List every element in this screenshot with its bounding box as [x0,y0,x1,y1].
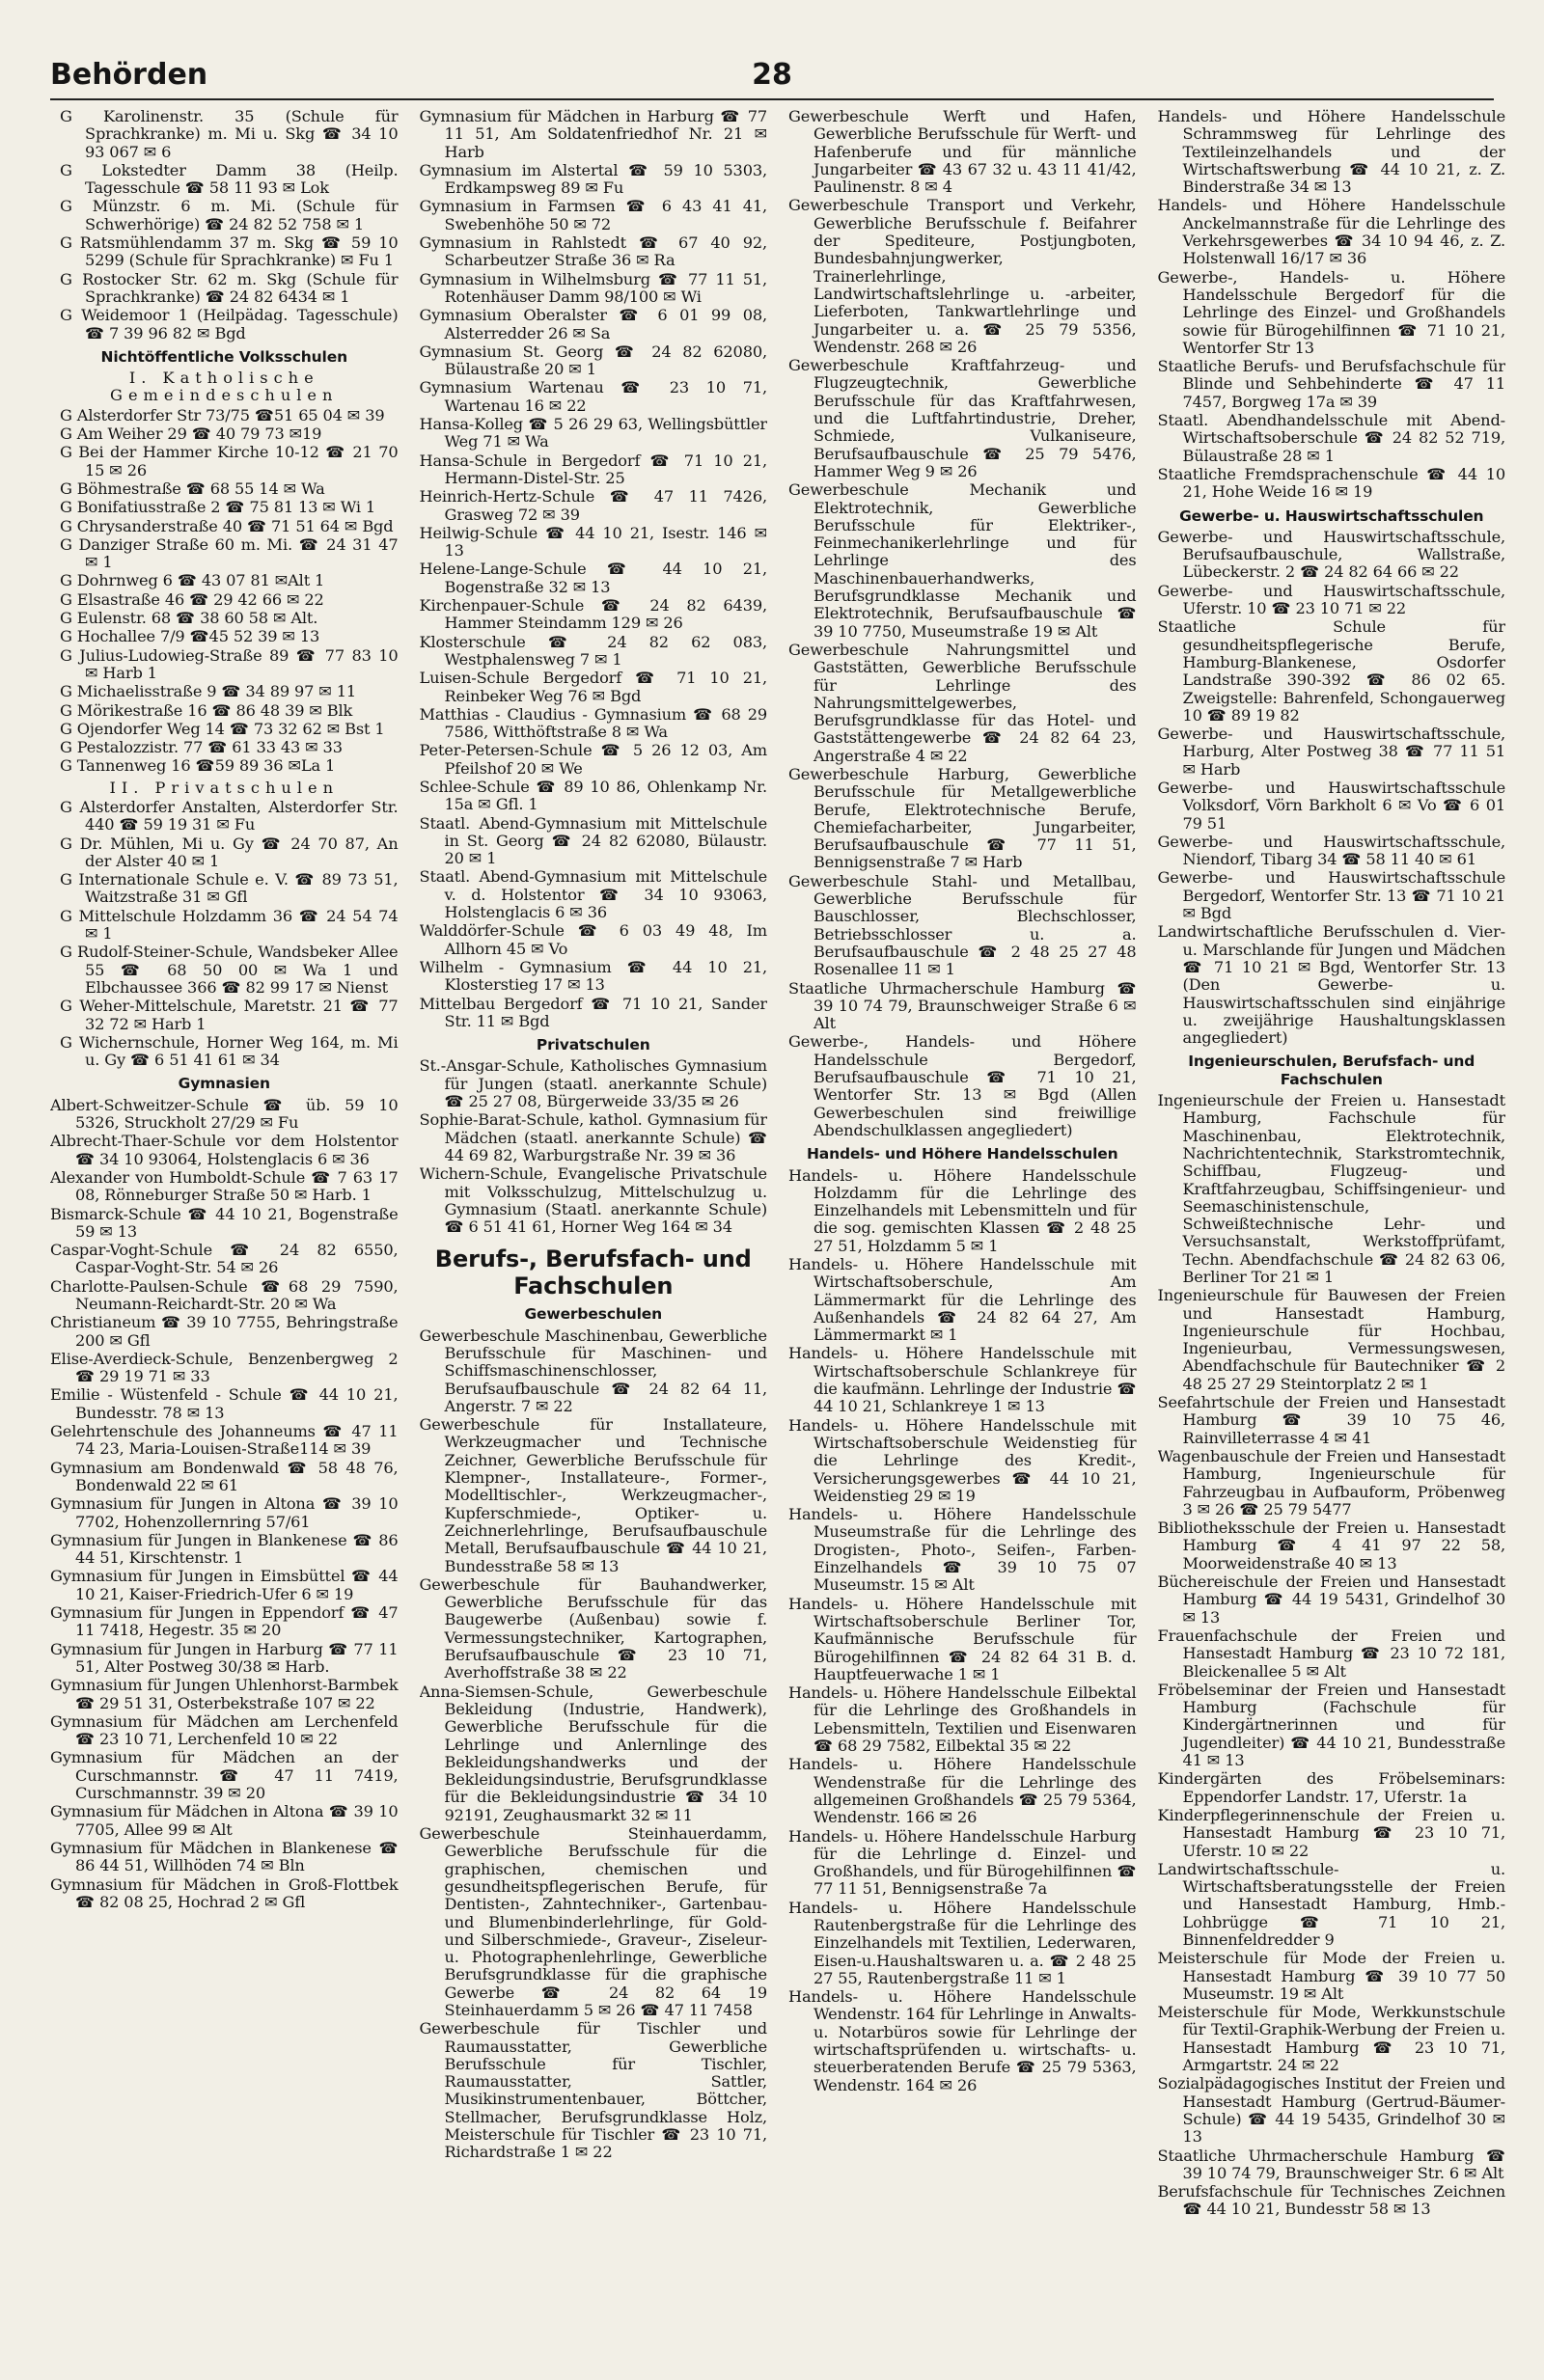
directory-entry: Heinrich-Hertz-Schule ☎ 47 11 7426, Grasweg 72 ✉ 39 [419,487,767,524]
main-section-heading: Berufs-, Berufsfach- und Fachschulen [434,1245,752,1300]
directory-entry: Handels- u. Höhere Handelsschule Eilbektal für die Lehrlinge des Großhandels in Lebensmitteln, Textilien und Eisenwaren ☎ 68 29 7582, Eilbektal 35 ✉ 22 [788,1683,1137,1756]
column-3 [788,108,1137,2361]
directory-entry: G Karolinenstr. 35 (Schule für Sprachkranke) m. Mi u. Skg ☎ 34 10 93 067 ✉ 6 [60,108,399,161]
directory-entry: Handels- u. Höhere Handelsschule Wendenstr. 164 für Lehrlinge in Anwalts- u. Notarbüros sowie für Lehrlinge der wirtschaftsprüfenden u. wirtschafts- u. steuerberatenden Berufe ☎ 25 79 5363, Wendenstr. 164 ✉ 26 [788,1987,1137,2094]
directory-entry: Gymnasium Oberalster ☎ 6 01 99 08, Alsterredder 26 ✉ Sa [419,306,767,342]
directory-entry: Handels- und Höhere Handelsschule Anckelmannstraße für die Lehrlinge des Verkehrsgewerbes ☎ 34 10 94 46, z. Z. Holstenwall 16/17 ✉ 36 [1157,196,1505,268]
directory-entry: G Rostocker Str. 62 m. Skg (Schule für Sprachkranke) ☎ 24 82 6434 ✉ 1 [60,269,399,306]
column-1 [50,108,399,2361]
directory-entry: G Am Weiher 29 ☎ 40 79 73 ✉19 [60,424,322,444]
directory-entry: Klosterschule ☎ 24 82 62 083, Westphalensweg 7 ✉ 1 [419,632,767,669]
column-2 [420,108,768,2361]
directory-entry: Kinderpflegerinnenschule der Freien u. Hansestadt Hamburg ☎ 23 10 71, Uferstr. 10 ✉ 22 [1157,1805,1505,1860]
directory-entry: Landwirtschaftsschule- u. Wirtschaftsberatungsstelle der Freien und Hansestadt Hamburg, Hmb.-Lohbrügge ☎ 71 10 21, Binnenfeldredder 9 [1157,1859,1505,1949]
page-number: 28 [752,58,792,92]
directory-entry: Handels- u. Höhere Handelsschule Rautenbergstraße für die Lehrlinge des Einzelhandels mit Textilien, Lederwaren, Eisen-u.Haushaltswaren u. a. ☎ 2 48 25 27 55, Rautenbergstraße 11 ✉ 1 [788,1898,1137,1987]
directory-entry: Seefahrtschule der Freien und Hansestadt Hamburg ☎ 39 10 75 46, Rainvilleterrasse 4 ✉ 41 [1157,1393,1505,1447]
directory-entry: Hansa-Schule in Bergedorf ☎ 71 10 21, Hermann-Distel-Str. 25 [419,451,767,487]
directory-entry: Mittelbau Bergedorf ☎ 71 10 21, Sander Str. 11 ✉ Bgd [419,994,767,1030]
directory-entry: Gewerbeschule Werft und Hafen, Gewerbliche Berufsschule für Werft- und Hafenberufe und für männliche Jungarbeiter ☎ 43 67 32 u. 43 11 41/42, Paulinenstr. 8 ✉ 4 [788,108,1137,197]
directory-entry: Gewerbeschule Steinhauerdamm, Gewerbliche Berufsschule für die graphischen, chemischen und gesundheitspflegerischen Berufe, für Dentisten-, Zahntechniker-, Gartenbau- und Blumenbinderlehrlinge, für Gold- und Silberschmiede-, Graveur-, Ziseleur- u. Photographenlehrlinge, Gewerbliche Berufsgrundklasse für die graphische Gewerbe ☎ 24 82 64 19 Steinhauerdamm 5 ✉ 26 ☎ 47 11 7458 [419,1824,767,2019]
directory-entry: Gymnasium für Mädchen am Lerchenfeld ☎ 23 10 71, Lerchenfeld 10 ✉ 22 [50,1711,399,1749]
directory-entry: Gymnasium für Mädchen in Blankenese ☎ 86 44 51, Willhöden 74 ✉ Bln [50,1838,399,1875]
directory-entry: Gewerbeschule Kraftfahrzeug- und Flugzeugtechnik, Gewerbliche Berufsschule für das Kraftfahrwesen, und die Luftfahrtindustrie, Dreher, Schmiede, Vulkaniseure, Berufsaufbauschule ☎ 25 79 5476, Hammer Weg 9 ✉ 26 [788,356,1137,480]
directory-entry: Landwirtschaftliche Berufsschulen d. Vier- u. Marschlande für Jungen und Mädchen ☎ 71 10 21 ✉ Bgd, Wentorfer Str. 13 (Den Gewerbe- u. Hauswirtschaftsschulen sind einjährige u. zweijährige Haushaltungsklassen angegliedert) [1157,922,1505,1048]
directory-entry: G Bei der Hammer Kirche 10-12 ☎ 21 70 15 ✉ 26 [60,443,399,479]
section-heading: Gewerbe- u. Hauswirtschaftsschulen [1179,506,1484,525]
directory-entry: Staatliche Uhrmacherschule Hamburg ☎ 39 10 74 79, Braunschweiger Straße 6 ✉ Alt [788,978,1137,1033]
directory-entry: Gymnasium Wartenau ☎ 23 10 71, Wartenau 16 ✉ 22 [419,378,767,415]
directory-entry: Gymnasium am Bondenwald ☎ 58 48 76, Bondenwald 22 ✉ 61 [50,1458,399,1494]
directory-entry: Gymnasium für Jungen in Altona ☎ 39 10 7702, Hohenzollernring 57/61 [50,1494,399,1531]
directory-entry: Gymnasium im Alstertal ☎ 59 10 5303, Erdkampsweg 89 ✉ Fu [419,160,767,198]
directory-entry: Berufsfachschule für Technisches Zeichnen ☎ 44 10 21, Bundesstr 58 ✉ 13 [1157,2182,1505,2219]
directory-entry: Gewerbe- und Hauswirtschaftsschule, Berufsaufbauschule, Wallstraße, Lübeckerstr. 2 ☎ 24 82 64 66 ✉ 22 [1157,527,1505,582]
directory-entry: Handels- und Höhere Handelsschule Schrammsweg für Lehrlinge des Textileinzelhandels und der Wirtschaftswerbung ☎ 44 10 21, z. Z. Binderstraße 34 ✉ 13 [1157,108,1505,197]
directory-entry: Handels- u. Höhere Handelsschule mit Wirtschaftsoberschule, Am Lämmermarkt für die Lehrlinge des Außenhandels ☎ 24 82 64 27, Am Lämmermarkt ✉ 1 [788,1255,1137,1345]
directory-entry: Luisen-Schule Bergedorf ☎ 71 10 21, Reinbeker Weg 76 ✉ Bgd [419,669,767,705]
directory-entry: G Michaelisstraße 9 ☎ 34 89 97 ✉ 11 [60,682,356,701]
directory-entry: G Ojendorfer Weg 14 ☎ 73 32 62 ✉ Bst 1 [60,719,385,738]
page-title: Behörden [50,58,208,92]
directory-entry: Elise-Averdieck-Schule, Benzenbergweg 2 ☎ 29 19 71 ✉ 33 [50,1349,399,1386]
directory-entry: Alexander von Humboldt-Schule ☎ 7 63 17 08, Rönneburger Straße 50 ✉ Harb. 1 [50,1167,399,1205]
directory-entry: Ingenieurschule für Bauwesen der Freien und Hansestadt Hamburg, Ingenieurschule für Hochbau, Ingenieurbau, Vermessungswesen, Abendfachschule für Bautechniker ☎ 2 48 25 27 29 Steintorplatz 2 ✉ 1 [1157,1286,1505,1393]
column-4 [1158,108,1506,2361]
directory-entry: G Dohrnweg 6 ☎ 43 07 81 ✉Alt 1 [60,571,325,590]
directory-entry: Gewerbe- und Hauswirtschaftsschule Volksdorf, Vörn Barkholt 6 ✉ Vo ☎ 6 01 79 51 [1157,778,1505,833]
directory-entry: G Pestalozzistr. 77 ☎ 61 33 43 ✉ 33 [60,738,343,757]
directory-entry: Frauenfachschule der Freien und Hansestadt Hamburg ☎ 23 10 72 181, Bleickenallee 5 ✉ Alt [1157,1626,1505,1681]
directory-entry: Meisterschule für Mode der Freien u. Hansestadt Hamburg ☎ 39 10 77 50 Museumstr. 19 ✉ Alt [1157,1949,1505,2003]
directory-entry: Christianeum ☎ 39 10 7755, Behringstraße 200 ✉ Gfl [50,1313,399,1350]
directory-entry: G Rudolf-Steiner-Schule, Wandsbeker Allee 55 ☎ 68 50 00 ✉ Wa 1 und Elbchaussee 366 ☎ 82 99 17 ✉ Nienst [60,943,399,997]
directory-entry: G Alsterdorfer Str 73/75 ☎51 65 04 ✉ 39 [60,405,385,424]
directory-entry: Meisterschule für Mode, Werkkunstschule für Textil-Graphik-Werbung der Freien u. Hansestadt Hamburg ☎ 23 10 71, Armgartstr. 24 ✉ 22 [1157,2003,1505,2075]
directory-entry: Gewerbeschule für Bauhandwerker, Gewerbliche Berufsschule für das Baugewerbe (Außenbau) sowie f. Vermessungstechniker, Kartographen, Berufsaufbauschule ☎ 23 10 71, Averhoffstraße 38 ✉ 22 [419,1574,767,1682]
directory-entry: Walddörfer-Schule ☎ 6 03 49 48, Im Allhorn 45 ✉ Vo [419,921,767,958]
directory-entry: G Hochallee 7/9 ☎45 52 39 ✉ 13 [60,627,320,646]
section-heading: Privatschulen [536,1036,650,1054]
directory-entry: Gymnasium für Jungen Uhlenhorst-Barmbek ☎ 29 51 31, Osterbekstraße 107 ✉ 22 [50,1676,399,1712]
directory-entry: Fröbelseminar der Freien und Hansestadt Hamburg (Fachschule für Kindergärtnerinnen und für Jugendleiter) ☎ 44 10 21, Bundesstraße 41 ✉ 13 [1157,1680,1505,1770]
directory-entry: Emilie - Wüstenfeld - Schule ☎ 44 10 21, Bundesstr. 78 ✉ 13 [50,1385,399,1422]
directory-entry: Staatl. Abend-Gymnasium mit Mittelschule in St. Georg ☎ 24 82 62080, Bülaustr. 20 ✉ 1 [419,813,767,868]
directory-entry: Gelehrtenschule des Johanneums ☎ 47 11 74 23, Maria-Louisen-Straße114 ✉ 39 [50,1422,399,1459]
directory-entry: Gymnasium für Jungen in Eimsbüttel ☎ 44 10 21, Kaiser-Friedrich-Ufer 6 ✉ 19 [50,1567,399,1603]
directory-entry: G Mörikestraße 16 ☎ 86 48 39 ✉ Blk [60,700,353,720]
directory-entry: Helene-Lange-Schule ☎ 44 10 21, Bogenstraße 32 ✉ 13 [419,560,767,596]
directory-entry: Staatl. Abend-Gymnasium mit Mittelschule v. d. Holstentor ☎ 34 10 93063, Holstenglacis 6 ✉ 36 [419,867,767,922]
directory-entry: Kirchenpauer-Schule ☎ 24 82 6439, Hammer Steindamm 129 ✉ 26 [419,596,767,633]
directory-entry: Gewerbeschule für Installateure, Werkzeugmacher und Technische Zeichner, Gewerbliche Berufsschule für Klempner-, Installateure-, Former-, Modelltischler-, Werkzeugmacher-, Kupferschmiede-, Optiker- u. Zeichnerlehrlinge, Berufsaufbauschule Metall, Berufsaufbauschule ☎ 44 10 21, Bundesstraße 58 ✉ 13 [419,1415,767,1575]
directory-entry: Handels- u. Höhere Handelsschule mit Wirtschaftsoberschule Berliner Tor, Kaufmännische Berufsschule für Bürogehilfinnen ☎ 24 82 64 31 B. d. Hauptfeuerwache 1 ✉ 1 [788,1594,1137,1683]
directory-entry: G Internationale Schule e. V. ☎ 89 73 51, Waitzstraße 31 ✉ Gfl [60,870,399,907]
directory-entry: G Elsastraße 46 ☎ 29 42 66 ✉ 22 [60,589,324,609]
directory-entry: Gymnasium für Mädchen in Groß-Flottbek ☎ 82 08 25, Hochrad 2 ✉ Gfl [50,1874,399,1911]
directory-entry: Kindergärten des Fröbelseminars: Eppendorfer Landstr. 17, Uferstr. 1a [1157,1769,1505,1806]
directory-entry: G Mittelschule Holzdamm 36 ☎ 24 54 74 ✉ 1 [60,906,399,944]
directory-entry: Gymnasium für Jungen in Blankenese ☎ 86 44 51, Kirschtenstr. 1 [50,1530,399,1568]
directory-entry: Gymnasium für Jungen in Harburg ☎ 77 11 51, Alter Postweg 30/38 ✉ Harb. [50,1639,399,1676]
directory-entry: Handels- u. Höhere Handelsschule Museumstraße für die Lehrlinge des Drogisten-, Photo-, Seifen-, Farben-Einzelhandels ☎ 39 10 75 07 Museumstr. 15 ✉ Alt [788,1505,1137,1595]
directory-entry: Heilwig-Schule ☎ 44 10 21, Isestr. 146 ✉ 13 [419,523,767,561]
page-header [50,56,1494,100]
directory-entry: G Tannenweg 16 ☎59 89 36 ✉La 1 [60,756,336,776]
directory-entry: Gymnasium für Mädchen an der Curschmannstr. ☎ 47 11 7419, Curschmannstr. 39 ✉ 20 [50,1748,399,1803]
directory-entry: Büchereischule der Freien und Hansestadt Hamburg ☎ 44 19 5431, Grindelhof 30 ✉ 13 [1157,1573,1505,1627]
directory-entry: Handels- u. Höhere Handelsschule mit Wirtschaftsoberschule Schlankreye für die kaufmänn. Lehrlinge der Industrie ☎ 44 10 21, Schlankreye 1 ✉ 13 [788,1344,1137,1416]
directory-entry: Wagenbauschule der Freien und Hansestadt Hamburg, Ingenieurschule für Fahrzeugbau in Aufbauform, Pröbenweg 3 ✉ 26 ☎ 25 79 5477 [1157,1446,1505,1518]
directory-entry: Sozialpädagogisches Institut der Freien und Hansestadt Hamburg (Gertrud-Bäumer-Schule) ☎ 44 19 5435, Grindelhof 30 ✉ 13 [1157,2074,1505,2147]
directory-entry: Gymnasium für Mädchen in Altona ☎ 39 10 7705, Allee 99 ✉ Alt [50,1802,399,1839]
directory-entry: Gymnasium in Rahlstedt ☎ 67 40 92, Scharbeutzer Straße 36 ✉ Ra [419,233,767,270]
directory-entry: Staatliche Berufs- und Berufsfachschule für Blinde und Sehbehinderte ☎ 47 11 7457, Borgweg 17a ✉ 39 [1157,357,1505,411]
directory-entry: Gewerbeschule Mechanik und Elektrotechnik, Gewerbliche Berufsschule für Elektriker-, Feinmechanikerlehrlinge und für Lehrlinge des Maschinenbauerhandwerks, Berufsgrundklasse Mechanik und Elektrotechnik, Berufsaufbauschule ☎ 39 10 7750, Museumstraße 19 ✉ Alt [788,480,1137,641]
directory-entry: Handels- u. Höhere Handelsschule Harburg für die Lehrlinge d. Einzel- und Großhandels, und für Bürogehilfinnen ☎ 77 11 51, Bennigsenstraße 7a [788,1826,1137,1899]
directory-entry: Gewerbeschule Stahl- und Metallbau, Gewerbliche Berufsschule für Bauschlosser, Blechschlosser, Betriebsschlosser u. a. Berufsaufbauschule ☎ 2 48 25 27 48 Rosenallee 11 ✉ 1 [788,871,1137,979]
directory-entry: Anna-Siemsen-Schule, Gewerbeschule Bekleidung (Industrie, Handwerk), Gewerbliche Berufsschule für die Lehrlinge und Anlernlinge des Bekleidungshandwerks und der Bekleidungsindustrie, Berufsgrundklasse für die Bekleidungsindustrie ☎ 34 10 92191, Zeughausmarkt 32 ✉ 11 [419,1682,767,1824]
directory-entry: Peter-Petersen-Schule ☎ 5 26 12 03, Am Pfeilshof 20 ✉ We [419,741,767,778]
directory-entry: Gymnasium in Wilhelmsburg ☎ 77 11 51, Rotenhäuser Damm 98/100 ✉ Wi [419,269,767,306]
directory-entry: G Bonifatiusstraße 2 ☎ 75 81 13 ✉ Wi 1 [60,498,376,517]
directory-entry: G Eulenstr. 68 ☎ 38 60 58 ✉ Alt. [60,609,318,628]
directory-entry: G Julius-Ludowieg-Straße 89 ☎ 77 83 10 ✉ Harb 1 [60,645,399,682]
section-heading: Gewerbeschulen [524,1305,663,1324]
directory-entry: St.-Ansgar-Schule, Katholisches Gymnasium für Jungen (staatl. anerkannte Schule) ☎ 25 27 08, Bürgerweide 33/35 ✉ 26 [419,1056,767,1111]
directory-entry: Albert-Schweitzer-Schule ☎ üb. 59 10 5326, Struckholt 27/29 ✉ Fu [50,1095,399,1133]
subsection-heading: II. Privatschulen [109,778,340,797]
directory-entry: Gymnasium in Farmsen ☎ 6 43 41 41, Swebenhöhe 50 ✉ 72 [419,197,767,233]
directory-entry: G Alsterdorfer Anstalten, Alsterdorfer Str. 440 ☎ 59 19 31 ✉ Fu [60,797,399,834]
directory-entry: G Weher-Mittelschule, Maretstr. 21 ☎ 77 32 72 ✉ Harb 1 [60,997,399,1033]
subsection-heading: I. Katholische Gemeindeschulen [110,369,339,405]
directory-entry: Gewerbe- und Hauswirtschaftsschule, Niendorf, Tibarg 34 ☎ 58 11 40 ✉ 61 [1157,832,1505,869]
section-heading: Ingenieurschulen, Berufsfach- und Fachschulen [1188,1053,1475,1088]
directory-entry: G Wichernschule, Horner Weg 164, m. Mi u. Gy ☎ 6 51 41 61 ✉ 34 [60,1032,399,1070]
directory-entry: Gymnasium St. Georg ☎ 24 82 62080, Bülaustraße 20 ✉ 1 [419,342,767,379]
directory-entry: Gewerbe-, Handels- und Höhere Handelsschule Bergedorf, Berufsaufbauschule ☎ 71 10 21, Wentorfer Str. 13 ✉ Bgd (Allen Gewerbeschulen sind freiwillige Abendschulklassen angegliedert) [788,1032,1137,1139]
directory-entry: Gewerbe- und Hauswirtschaftsschule Bergedorf, Wentorfer Str. 13 ☎ 71 10 21 ✉ Bgd [1157,868,1505,923]
directory-entry: Charlotte-Paulsen-Schule ☎68 29 7590, Neumann-Reichardt-Str. 20 ✉ Wa [50,1276,399,1313]
directory-entry: G Lokstedter Damm 38 (Heilp. Tagesschule ☎ 58 11 93 ✉ Lok [60,160,399,198]
directory-entry: Gymnasium für Jungen in Eppendorf ☎ 47 11 7418, Hegestr. 35 ✉ 20 [50,1603,399,1640]
directory-entry: Gewerbeschule Harburg, Gewerbliche Berufsschule für Metallgewerbliche Berufe, Elektrotechnische Berufe, Chemiefacharbeiter, Jungarbeiter, Berufsaufbauschule ☎ 77 11 51, Bennigsenstraße 7 ✉ Harb [788,764,1137,872]
directory-entry: Hansa-Kolleg ☎ 5 26 29 63, Wellingsbüttler Weg 71 ✉ Wa [419,415,767,451]
directory-entry: G Münzstr. 6 m. Mi. (Schule für Schwerhörige) ☎ 24 82 52 758 ✉ 1 [60,197,399,233]
directory-entry: Gewerbe- und Hauswirtschaftsschule, Harburg, Alter Postweg 38 ☎ 77 11 51 ✉ Harb [1157,725,1505,779]
directory-entry: Ingenieurschule der Freien u. Hansestadt Hamburg, Fachschule für Maschinenbau, Elektrotechnik, Nachrichtentechnik, Starkstromtechnik, Schiffbau, Flugzeug- und Kraftfahrzeugbau, Schiffsingenieur- und Seemaschinistenschule, Schweißtechnische Lehr- und Versuchsanstalt, Werkstoffprüfamt, Techn. Abendfachschule ☎ 24 82 63 06, Berliner Tor 21 ✉ 1 [1157,1091,1505,1286]
directory-entry: Gewerbe-, Handels- u. Höhere Handelsschule Bergedorf für die Lehrlinge des Einzel- und Großhandels sowie für Bürogehilfinnen ☎ 71 10 21, Wentorfer Str 13 [1157,267,1505,357]
directory-entry: Wichern-Schule, Evangelische Privatschule mit Volksschulzug, Mittelschulzug u. Gymnasium (Staatl. anerkannte Schule) ☎ 6 51 41 61, Horner Weg 164 ✉ 34 [419,1164,767,1237]
directory-entry: G Weidemoor 1 (Heilpädag. Tagesschule) ☎ 7 39 96 82 ✉ Bgd [60,306,399,342]
directory-entry: G Böhmestraße ☎ 68 55 14 ✉ Wa [60,479,325,498]
directory-entry: Staatliche Schule für gesundheitspflegerische Berufe, Hamburg-Blankenese, Osdorfer Landstraße 390-392 ☎ 86 02 65. Zweigstelle: Bahrenfeld, Schongauerweg 10 ☎ 89 19 82 [1157,617,1505,725]
directory-entry: Handels- u. Höhere Handelsschule Wendenstraße für die Lehrlinge des allgemeinen Großhandels ☎ 25 79 5364, Wendenstr. 166 ✉ 26 [788,1755,1137,1827]
directory-entry: Gewerbeschule für Tischler und Raumausstatter, Gewerbliche Berufsschule für Tischler, Raumausstatter, Sattler, Musikinstrumentenbauer, Böttcher, Stellmacher, Berufsgrundklasse Holz, Meisterschule für Tischler ☎ 23 10 71, Richardstraße 1 ✉ 22 [419,2019,767,2162]
directory-entry: Staatliche Uhrmacherschule Hamburg ☎ 39 10 74 79, Braunschweiger Str. 6 ✉ Alt [1157,2146,1505,2182]
directory-entry: Gewerbeschule Nahrungsmittel und Gaststätten, Gewerbliche Berufsschule für Lehrlinge des Nahrungsmittelgewerbes, Berufsgrundklasse für das Hotel- und Gaststättengewerbe ☎ 24 82 64 23, Angerstraße 4 ✉ 22 [788,640,1137,765]
columns [50,108,1505,2361]
directory-entry: Gewerbe- und Hauswirtschaftsschule, Uferstr. 10 ☎ 23 10 71 ✉ 22 [1157,581,1505,618]
directory-entry: Wilhelm - Gymnasium ☎ 44 10 21, Klosterstieg 17 ✉ 13 [419,957,767,995]
directory-entry: Bismarck-Schule ☎ 44 10 21, Bogenstraße 59 ✉ 13 [50,1204,399,1241]
directory-entry: Sophie-Barat-Schule, kathol. Gymnasium für Mädchen (staatl. anerkannte Schule) ☎ 44 69 82, Warburgstraße Nr. 39 ✉ 36 [419,1110,767,1164]
directory-entry: Bibliotheksschule der Freien u. Hansestadt Hamburg ☎ 4 41 97 22 58, Moorweidenstraße 40 ✉ 13 [1157,1518,1505,1573]
directory-entry: Gewerbeschule Maschinenbau, Gewerbliche Berufsschule für Maschinen- und Schiffsmaschinenschlosser, Berufsaufbauschule ☎ 24 82 64 11, Angerstr. 7 ✉ 22 [419,1326,767,1415]
directory-entry: Handels- u. Höhere Handelsschule mit Wirtschaftsoberschule Weidenstieg für die Lehrlinge des Kredit-, Versicherungsgewerbes ☎ 44 10 21, Weidenstieg 29 ✉ 19 [788,1415,1137,1505]
directory-entry: Gewerbeschule Transport und Verkehr, Gewerbliche Berufsschule f. Beifahrer der Spediteure, Postjungboten, Bundesbahnjungwerker, Trainerlehrlinge, Landwirtschaftslehrlinge u. -arbeiter, Lieferboten, Tankwartlehrlinge und Jungarbeiter u. a. ☎ 25 79 5356, Wendenstr. 268 ✉ 26 [788,196,1137,356]
directory-entry: Matthias - Claudius - Gymnasium ☎ 68 29 7586, Witthöftstraße 8 ✉ Wa [419,704,767,742]
directory-entry: Staatliche Fremdsprachenschule ☎ 44 10 21, Hohe Weide 16 ✉ 19 [1157,464,1505,502]
directory-entry: Handels- u. Höhere Handelsschule Holzdamm für die Lehrlinge des Einzelhandels mit Lebensmitteln und für die sog. gemischten Klassen ☎ 2 48 25 27 51, Holzdamm 5 ✉ 1 [788,1165,1137,1255]
directory-entry: G Danziger Straße 60 m. Mi. ☎ 24 31 47 ✉ 1 [60,534,399,572]
directory-entry: G Dr. Mühlen, Mi u. Gy ☎ 24 70 87, An der Alster 40 ✉ 1 [60,834,399,870]
directory-entry: Schlee-Schule ☎ 89 10 86, Ohlenkamp Nr. 15a ✉ Gfl. 1 [419,777,767,814]
directory-entry: Staatl. Abendhandelsschule mit Abend-Wirtschaftsoberschule ☎ 24 82 52 719, Bülaustraße 28 ✉ 1 [1157,411,1505,465]
directory-entry: G Ratsmühlendamm 37 m. Skg ☎ 59 10 5299 (Schule für Sprachkranke) ✉ Fu 1 [60,233,399,270]
directory-entry: Albrecht-Thaer-Schule vor dem Holstentor ☎ 34 10 93064, Holstenglacis 6 ✉ 36 [50,1132,399,1168]
directory-entry: G Chrysanderstraße 40 ☎ 71 51 64 ✉ Bgd [60,516,394,535]
directory-entry: Caspar-Voght-Schule ☎ 24 82 6550, Caspar-Voght-Str. 54 ✉ 26 [50,1241,399,1277]
directory-entry: Gymnasium für Mädchen in Harburg ☎ 77 11 51, Am Soldatenfriedhof Nr. 21 ✉ Harb [419,108,767,161]
section-heading: Gymnasien [178,1075,270,1093]
section-heading: Nichtöffentliche Volksschulen [100,347,347,366]
section-heading: Handels- und Höhere Handelsschulen [806,1145,1118,1163]
